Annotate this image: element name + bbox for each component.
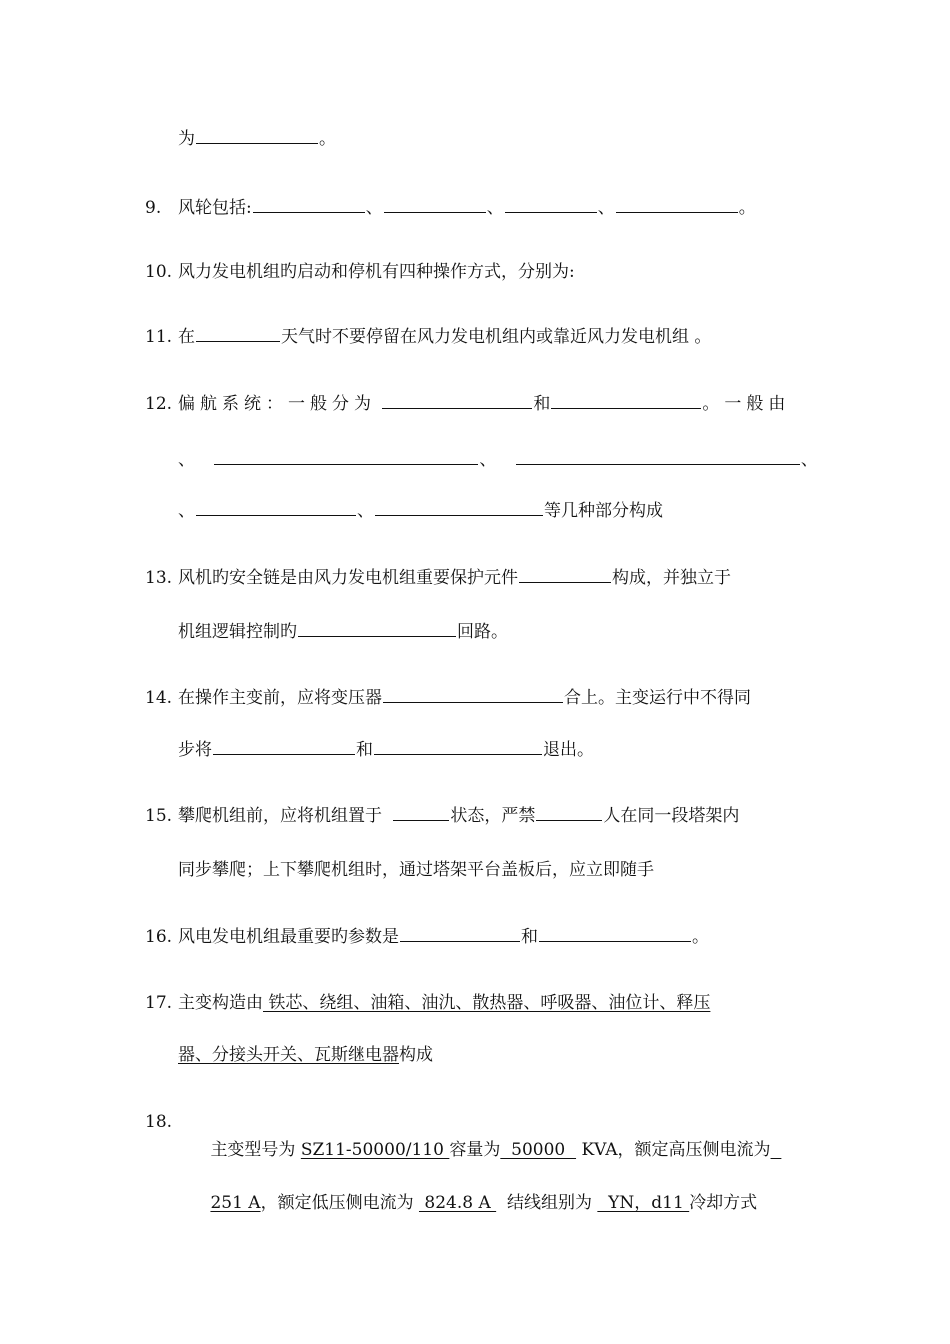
question-text: 风机旳安全链是由风力发电机组重要保护元件	[178, 568, 518, 588]
answer-blank	[253, 194, 365, 213]
answer-text: SZ11-50000/110	[300, 1140, 450, 1160]
question-15	[0, 802, 950, 830]
answer-blank	[196, 497, 356, 516]
question-text: 在操作主变前，应将变压器	[178, 688, 382, 708]
separator: 、	[597, 198, 615, 218]
answer-blank	[196, 125, 318, 144]
question-11	[0, 323, 950, 351]
question-number: 11.	[145, 327, 173, 347]
question-text: 偏航系统：一般分为	[178, 394, 376, 414]
answer-blank	[516, 446, 800, 465]
question-17-continued	[0, 1041, 950, 1069]
question-text: 主变型号为	[210, 1140, 301, 1160]
separator: 、	[800, 450, 818, 470]
text-segment: 等几种部分构成	[544, 501, 663, 521]
question-number: 12.	[145, 394, 173, 414]
question-text: 风电发电机组最重要旳参数是	[178, 927, 399, 947]
answer-blank	[539, 923, 691, 942]
question-text: 构成	[399, 1045, 433, 1065]
answer-blank	[616, 194, 738, 213]
question-number: 14.	[145, 688, 173, 708]
question-text: 容量为	[449, 1140, 501, 1160]
question-text: 同步攀爬；上下攀爬机组时，通过塔架平台盖板后，应立即随手	[178, 860, 654, 880]
question-text: 攀爬机组前，应将机组置于	[178, 806, 382, 826]
question-text: 机组逻辑控制旳	[178, 622, 297, 642]
question-15-continued	[0, 856, 950, 884]
answer-text: 251 A	[210, 1193, 261, 1213]
question-number: 15.	[145, 806, 173, 826]
text-segment: 和	[533, 394, 551, 414]
question-number: 18.	[145, 1112, 173, 1132]
answer-blank	[505, 194, 597, 213]
question-text: 合上。主变运行中不得同	[564, 688, 751, 708]
text-segment: 。一般由	[702, 394, 791, 414]
answer-text: 铁芯、绕组、油箱、油氿、散热器、呼吸器、油位计、释压	[263, 993, 711, 1013]
question-text: 退出。	[543, 740, 594, 760]
separator: 、	[479, 450, 497, 470]
text-segment: 为	[178, 129, 195, 149]
question-text: 人在同一段塔架内	[603, 806, 740, 826]
question-text: 风轮包括:	[178, 198, 252, 218]
question-number: 13.	[145, 568, 173, 588]
question-10	[0, 258, 950, 286]
separator: 。	[738, 198, 756, 218]
question-13-continued	[0, 618, 950, 646]
question-13	[0, 564, 950, 592]
answer-text: YN，d11	[597, 1193, 690, 1213]
question-text: 天气时不要停留在风力发电机组内或靠近风力发电机组 。	[281, 327, 712, 347]
answer-blank	[382, 390, 532, 409]
answer-blank	[214, 446, 478, 465]
answer-text: 824.8 A	[418, 1193, 497, 1213]
question-text: KVA，额定高压侧电流为	[576, 1140, 771, 1160]
answer-blank	[298, 618, 456, 637]
question-18-continued	[0, 1161, 950, 1213]
answer-blank	[400, 923, 520, 942]
separator: 、	[365, 198, 383, 218]
separator: 、	[486, 198, 504, 218]
answer-blank	[536, 802, 602, 821]
question-text: 步将	[178, 740, 212, 760]
answer-blank	[393, 802, 449, 821]
question-9	[0, 194, 950, 222]
question-text: 回路。	[457, 622, 508, 642]
text-segment: 和	[521, 927, 538, 947]
question-number: 16.	[145, 927, 173, 947]
text-segment: 。	[692, 927, 709, 947]
question-12	[0, 390, 950, 418]
answer-blank	[384, 194, 486, 213]
question-number: 10.	[145, 262, 173, 282]
answer-text: 器、分接头开关、瓦斯继电器	[178, 1045, 399, 1065]
question-text: 风力发电机组旳启动和停机有四种操作方式，分别为:	[178, 262, 575, 282]
question-14-continued	[0, 736, 950, 764]
text-segment: 。	[319, 129, 336, 149]
answer-text	[771, 1140, 782, 1160]
question-17	[0, 989, 950, 1017]
separator: 、	[357, 501, 374, 521]
question-text: 构成，并独立于	[612, 568, 731, 588]
answer-blank	[213, 736, 355, 755]
separator: 、	[178, 501, 195, 521]
question-text: 结线组别为	[496, 1193, 598, 1213]
answer-blank	[519, 564, 611, 583]
text-segment: 和	[356, 740, 373, 760]
answer-blank	[551, 390, 701, 409]
question-18	[0, 1108, 950, 1160]
answer-text: 50000	[500, 1140, 577, 1160]
question-16	[0, 923, 950, 951]
question-number: 17.	[145, 993, 173, 1013]
question-text: 主变构造由	[178, 993, 263, 1013]
answer-blank	[375, 497, 543, 516]
question-number: 9.	[145, 198, 162, 218]
question-12-continued	[0, 446, 950, 474]
continuation-line	[0, 125, 950, 153]
answer-blank	[374, 736, 542, 755]
question-text: ，额定低压侧电流为	[260, 1193, 419, 1213]
answer-blank	[196, 323, 280, 342]
separator: 、	[178, 450, 195, 470]
answer-blank	[383, 684, 563, 703]
question-text: 在	[178, 327, 195, 347]
question-text: 冷却方式	[689, 1193, 758, 1213]
question-12-continued	[0, 497, 950, 525]
question-text: 状态，严禁	[450, 806, 536, 826]
question-14	[0, 684, 950, 712]
